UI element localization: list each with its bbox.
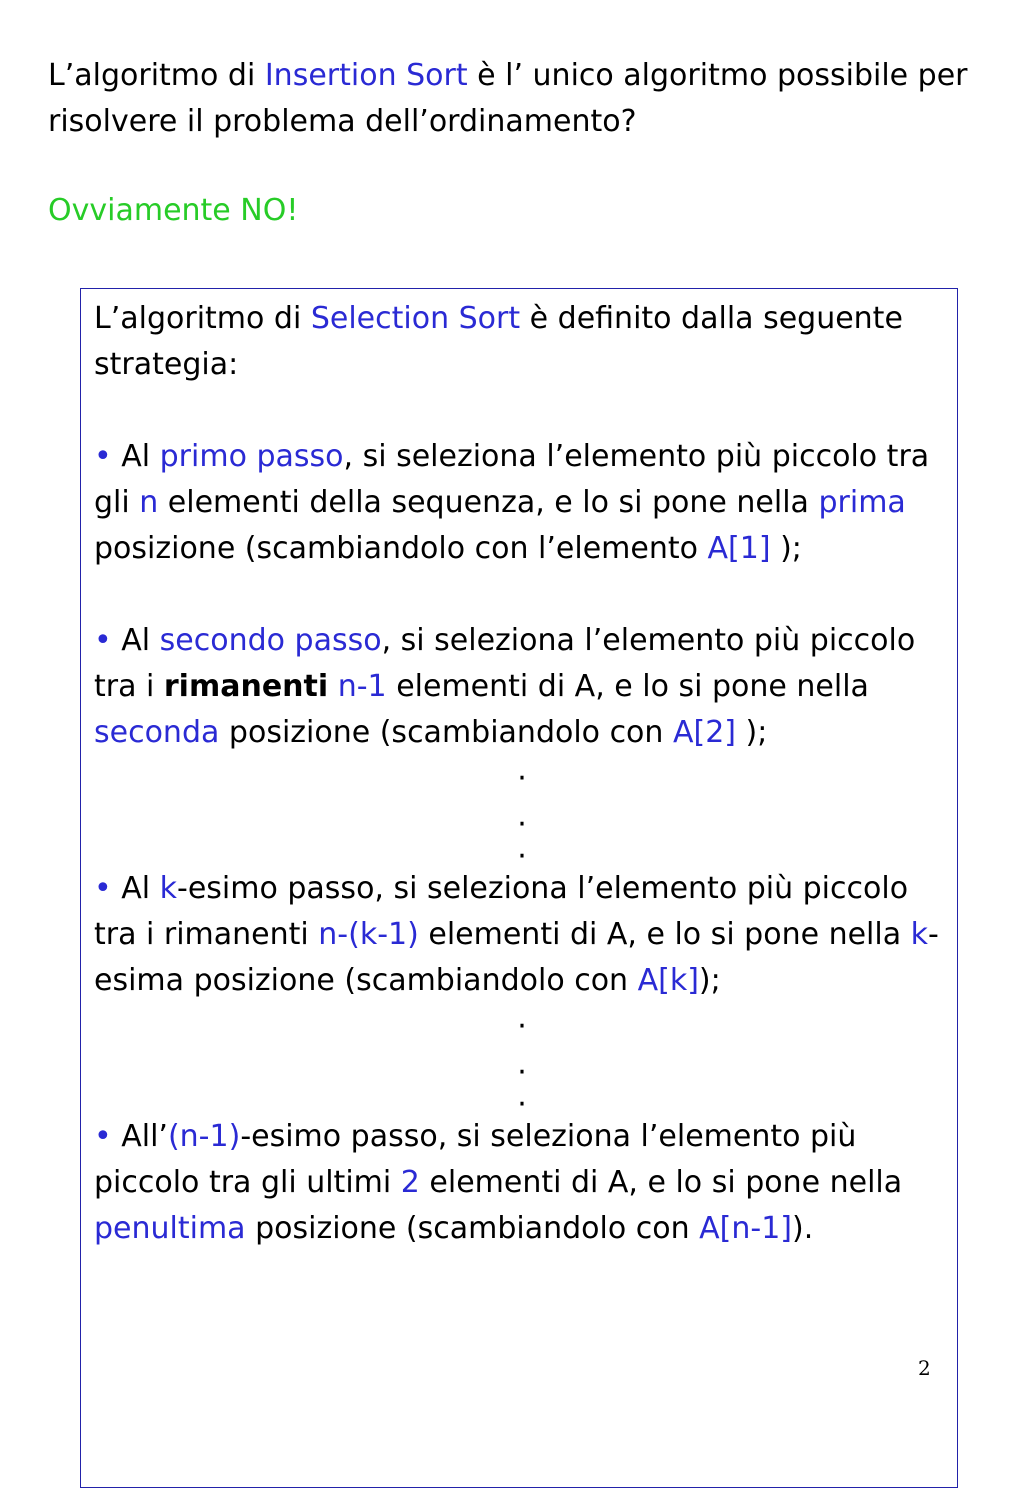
spacer [94, 388, 950, 434]
selection-sort-content [94, 296, 950, 1252]
dot: · [517, 1009, 527, 1044]
step-text: , si seleziona l’elemento più piccolo tra i [94, 623, 916, 704]
bold-term: rimanenti [163, 669, 329, 704]
bullet: • [94, 1119, 112, 1154]
step-k [94, 866, 950, 1004]
step-text: elementi di A, e lo si pone nella [386, 669, 869, 704]
dot: · [517, 1055, 527, 1090]
insertion-sort-term: Insertion Sort [264, 58, 468, 93]
step-text: ). [792, 1211, 814, 1246]
definition-text: L’algoritmo di [94, 301, 311, 336]
bullet: • [94, 623, 112, 658]
highlight-term: n-1 [337, 669, 387, 704]
step-text: All’ [111, 1119, 168, 1154]
highlight-term: k [910, 917, 929, 952]
step-text: , si seleziona l’elemento più piccolo tra gli [94, 439, 930, 520]
definition-text: è definito dalla seguente strategia: [94, 301, 903, 382]
step-last [94, 1114, 950, 1252]
step-text [328, 669, 338, 704]
step-first [94, 434, 950, 572]
selection-sort-term: Selection Sort [310, 301, 521, 336]
highlight-term: A[1] [707, 531, 771, 566]
bullet: • [94, 439, 112, 474]
intro-question [48, 53, 1008, 145]
step-text: elementi di A, e lo si pone nella [418, 917, 911, 952]
highlight-term: prima [818, 485, 906, 520]
highlight-term: seconda [94, 715, 220, 750]
highlight-term: k [159, 871, 178, 906]
dot: · [517, 1087, 527, 1122]
page-number: 2 [918, 1356, 931, 1380]
ellipsis-vertical [94, 756, 950, 874]
step-text: Al [111, 623, 160, 658]
step-text: ); [770, 531, 802, 566]
highlight-term: n-(k-1) [318, 917, 419, 952]
step-text: ); [736, 715, 768, 750]
step-text: -esimo passo, si seleziona l’elemento più piccolo tra gli ultimi [94, 1119, 857, 1200]
step-text: elementi di A, e lo si pone nella [419, 1165, 903, 1200]
highlight-term: A[n-1] [699, 1211, 793, 1246]
spacer [94, 572, 950, 618]
bullet: • [94, 871, 112, 906]
intro-text: L’algoritmo di [48, 58, 265, 93]
highlight-term: secondo passo [159, 623, 382, 658]
step-text: ); [698, 963, 721, 998]
step-text: -esimo passo, si seleziona l’elemento più piccolo tra i rimanenti [94, 871, 909, 952]
dot: · [517, 807, 527, 842]
step-text: posizione (scambiandolo con [245, 1211, 700, 1246]
highlight-term: (n-1) [167, 1119, 241, 1154]
highlight-term: A[2] [672, 715, 736, 750]
highlight-term: 2 [400, 1165, 420, 1200]
selection-sort-box [80, 288, 958, 1488]
intro-text: è l’ unico algoritmo possibile per risolvere il problema dell’ordinamento? [48, 58, 968, 139]
ellipsis-vertical [94, 1004, 950, 1122]
step-second [94, 618, 950, 756]
dot: · [517, 839, 527, 874]
answer-text: Ovviamente NO! [48, 193, 299, 228]
step-text: Al [111, 871, 160, 906]
step-text: elementi della sequenza, e lo si pone nella [158, 485, 819, 520]
step-text: posizione (scambiandolo con l’elemento [94, 531, 708, 566]
step-text: Al [111, 439, 160, 474]
step-text: posizione (scambiandolo con [219, 715, 673, 750]
highlight-term: A[k] [637, 963, 699, 998]
highlight-term: penultima [94, 1211, 246, 1246]
highlight-term: primo passo [159, 439, 344, 474]
dot: · [517, 761, 527, 796]
highlight-term: n [139, 485, 159, 520]
step-text: -esima posizione (scambiandolo con [94, 917, 939, 998]
definition-paragraph [94, 296, 950, 388]
